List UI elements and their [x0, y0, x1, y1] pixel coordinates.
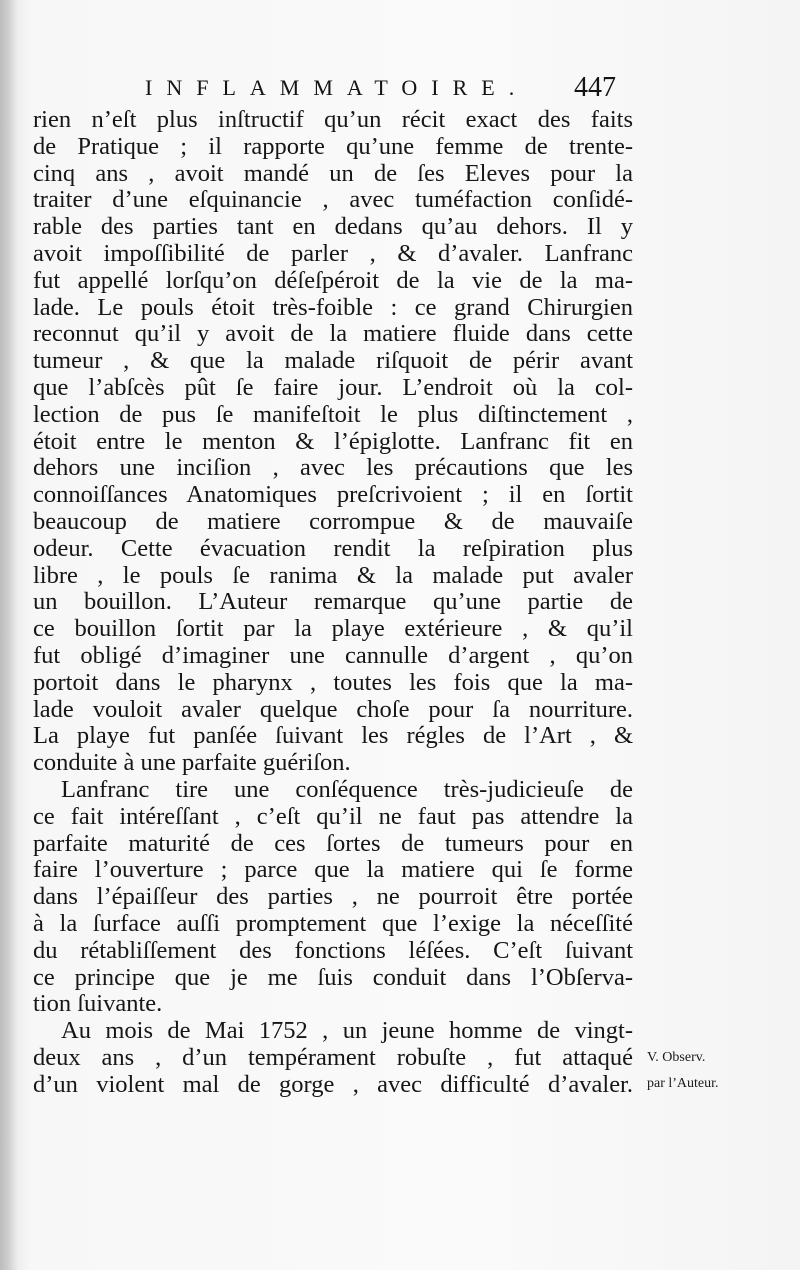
text-line: à la ſurface auſſi promptement que l’exige la néceſſité [33, 909, 633, 937]
text-line: dehors une inciſion , avec les précautions que les [33, 454, 633, 482]
text-line: connoiſſances Anatomiques preſcrivoient ; il en ſortit [33, 481, 633, 509]
margin-note [647, 1045, 797, 1097]
text-line: beaucoup de matiere corrompue & de mauvaiſe [33, 507, 633, 535]
text-line: ce principe que je me ſuis conduit dans l’Obſerva- [33, 963, 633, 991]
text-line: tion ſuivante. [33, 990, 163, 1018]
text-line: portoit dans le pharynx , toutes les fois que la ma- [33, 668, 633, 696]
text-line: reconnut qu’il y avoit de la matiere fluide dans cette [33, 320, 633, 348]
text-line: ce fait intéreſſant , c’eſt qu’il ne faut pas attendre la [33, 802, 633, 830]
margin-note-line: par l’Auteur. [647, 1076, 719, 1091]
gutter-shadow [0, 0, 18, 1270]
text-line: lade. Le pouls étoit très-foible : ce grand Chirurgien [33, 293, 633, 321]
body-text [33, 107, 633, 1098]
text-line: que l’abſcès pût ſe faire jour. L’endroit où la col- [33, 373, 633, 401]
margin-note-line: V. Observ. [647, 1050, 706, 1065]
text-line: avoit impoſſibilité de parler , & d’avaler. Lanfranc [33, 239, 633, 267]
text-line: rable des parties tant en dedans qu’au dehors. Il y [33, 213, 633, 241]
text-line: dans l’épaiſſeur des parties , ne pourroit être portée [33, 883, 633, 911]
text-line: libre , le pouls ſe ranima & la malade put avaler [33, 561, 633, 589]
text-line: faire l’ouverture ; parce que la matiere qui ſe forme [33, 856, 633, 884]
text-line: tumeur , & que la malade riſquoit de périr avant [33, 347, 633, 375]
text-line: du rétabliſſement des fonctions léſées. C’eſt ſuivant [33, 936, 633, 964]
text-line: fut appellé lorſqu’on déſeſpéroit de la vie de la ma- [33, 266, 633, 294]
page-number: 447 [574, 72, 616, 103]
text-line: parfaite maturité de ces ſortes de tumeurs pour en [33, 829, 633, 857]
text-line: lection de pus ſe manifeſtoit le plus diſtinctement , [33, 400, 633, 428]
text-line: traiter d’une eſquinancie , avec tuméfaction conſidé- [33, 186, 633, 214]
text-line: Lanfranc tire une conſéquence très-judicieuſe de [61, 775, 633, 803]
text-line: conduite à une parfaite guériſon. [33, 749, 351, 777]
text-line: de Pratique ; il rapporte qu’une femme de trente- [33, 132, 633, 160]
text-line: La playe fut panſée ſuivant les régles de l’Art , & [33, 722, 633, 750]
text-line: deux ans , d’un tempérament robuſte , fut attaqué [33, 1043, 633, 1071]
text-line: rien n’eſt plus inſtructif qu’un récit exact des faits [33, 106, 633, 133]
running-title: INFLAMMATOIRE. [145, 75, 529, 100]
text-line: Au mois de Mai 1752 , un jeune homme de vingt- [61, 1017, 633, 1045]
text-line: fut obligé d’imaginer une cannulle d’argent , qu’on [33, 641, 633, 669]
text-line: un bouillon. L’Auteur remarque qu’une partie de [33, 588, 633, 616]
text-line: odeur. Cette évacuation rendit la reſpiration plus [33, 534, 633, 562]
text-line: cinq ans , avoit mandé un de ſes Eleves pour la [33, 159, 633, 187]
text-line: d’un violent mal de gorge , avec difficulté d’avaler. [33, 1070, 633, 1098]
text-line: ce bouillon ſortit par la playe extérieure , & qu’il [33, 615, 633, 643]
text-line: lade vouloit avaler quelque choſe pour ſa nourriture. [33, 695, 633, 723]
text-line: étoit entre le menton & l’épiglotte. Lanfranc fit en [33, 427, 633, 455]
